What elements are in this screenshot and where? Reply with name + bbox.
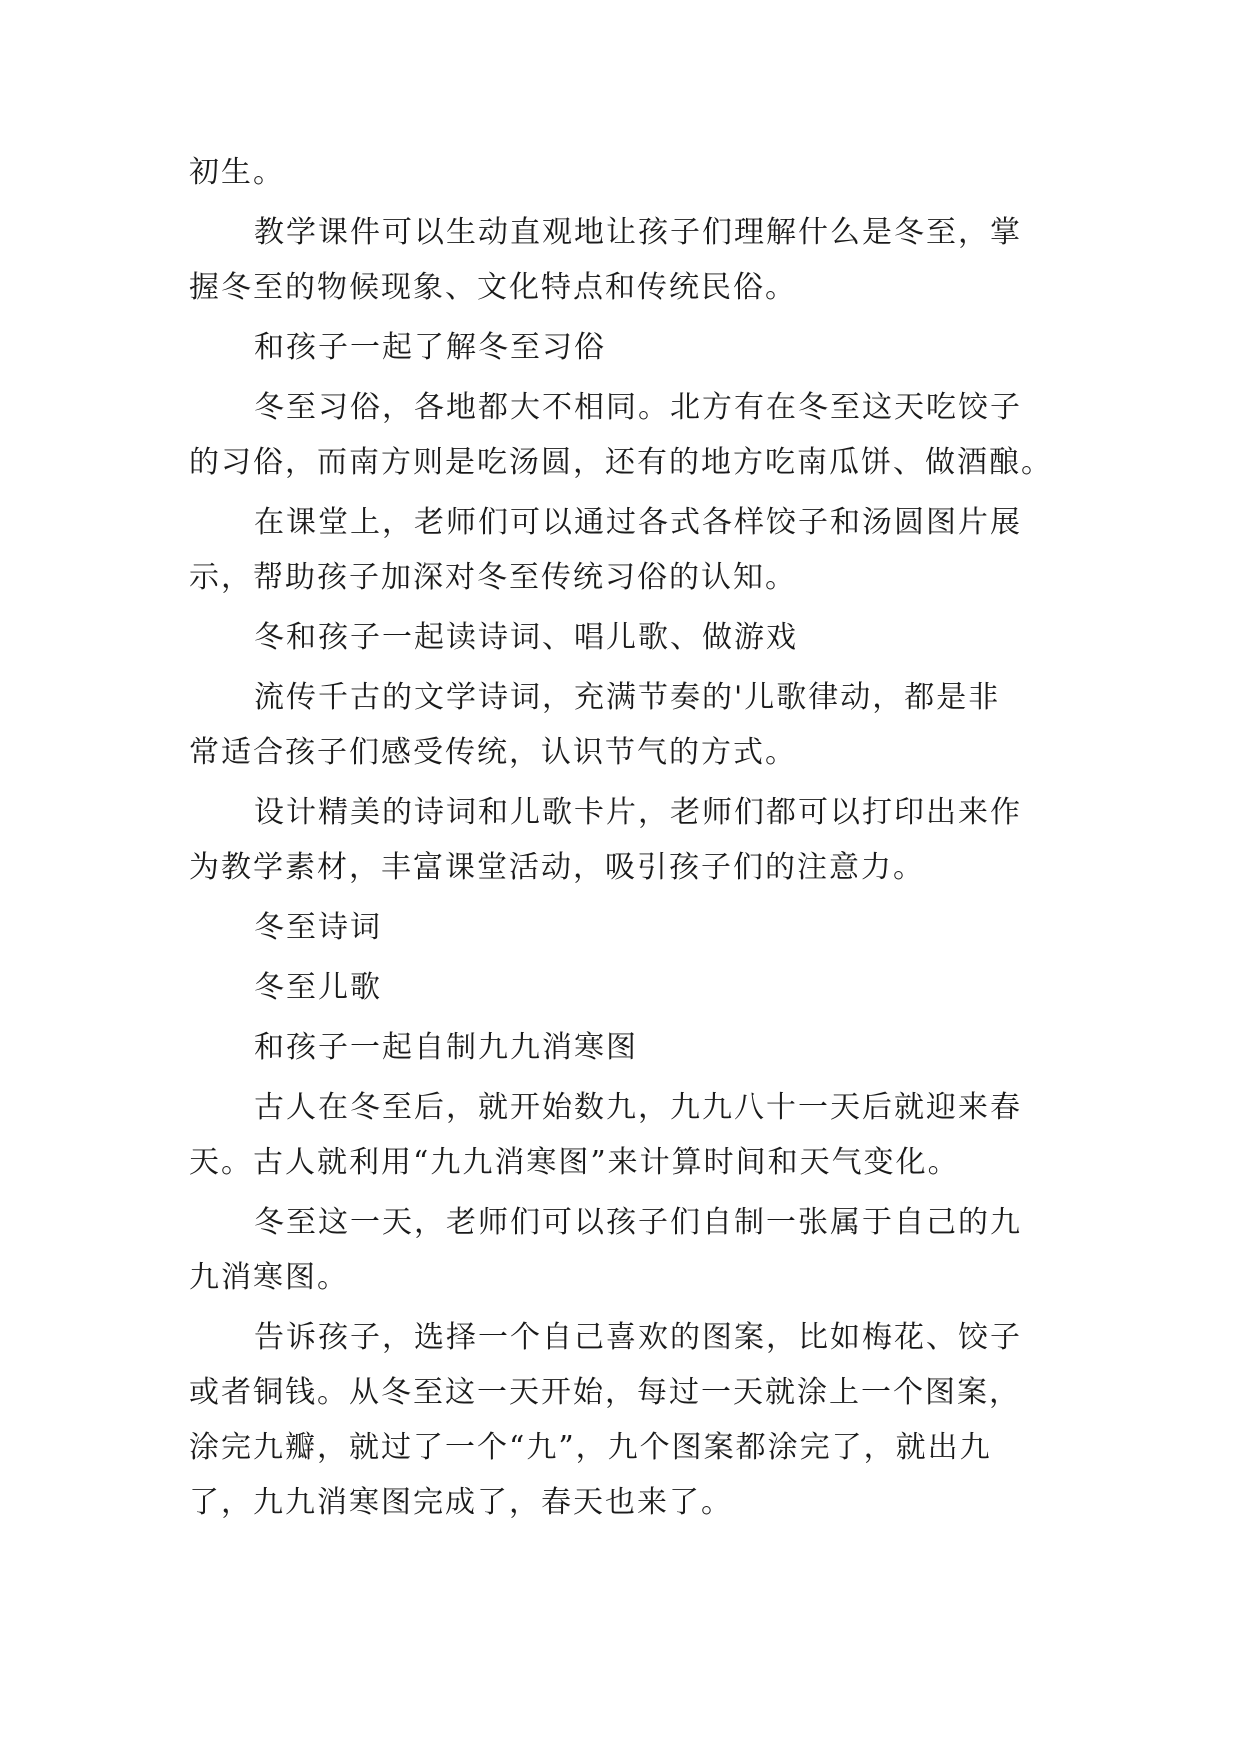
paragraph-line: 告诉孩子，选择一个自己喜欢的图案，比如梅花、饺子 [254,1320,1022,1355]
text-line: 涂完九瓣，就过了一个“九”，九个图案都涂完了，就出九 [189,1430,992,1465]
text-line: 常适合孩子们感受传统，认识节气的方式。 [189,735,797,770]
section-heading: 冬至诗词 [254,910,382,945]
section-heading: 冬至儿歌 [254,970,382,1005]
paragraph-line: 教学课件可以生动直观地让孩子们理解什么是冬至，掌 [254,215,1022,250]
paragraph-line: 在课堂上，老师们可以通过各式各样饺子和汤圆图片展 [254,505,1022,540]
text-line: 为教学素材，丰富课堂活动，吸引孩子们的注意力。 [189,850,925,885]
text-line: 示，帮助孩子加深对冬至传统习俗的认知。 [189,560,797,595]
paragraph-line: 设计精美的诗词和儿歌卡片，老师们都可以打印出来作 [254,795,1022,830]
text-line: 了，九九消寒图完成了，春天也来了。 [189,1485,733,1520]
paragraph-line: 冬至这一天，老师们可以孩子们自制一张属于自己的九 [254,1205,1022,1240]
text-line: 握冬至的物候现象、文化特点和传统民俗。 [189,270,797,305]
paragraph-line: 流传千古的文学诗词，充满节奏的'儿歌律动，都是非 [254,680,1001,715]
section-heading: 冬和孩子一起读诗词、唱儿歌、做游戏 [254,620,798,655]
text-line: 的习俗，而南方则是吃汤圆，还有的地方吃南瓜饼、做酒酿。 [189,445,1053,480]
paragraph-line: 古人在冬至后，就开始数九，九九八十一天后就迎来春 [254,1090,1022,1125]
text-line-continuation: 初生。 [189,155,285,190]
text-line: 九消寒图。 [189,1260,349,1295]
text-line: 或者铜钱。从冬至这一天开始，每过一天就涂上一个图案， [189,1375,1021,1410]
text-line: 天。古人就利用“九九消寒图”来计算时间和天气变化。 [189,1145,960,1180]
section-heading: 和孩子一起自制九九消寒图 [254,1030,638,1065]
section-heading: 和孩子一起了解冬至习俗 [254,330,606,365]
paragraph-line: 冬至习俗，各地都大不相同。北方有在冬至这天吃饺子 [254,390,1022,425]
